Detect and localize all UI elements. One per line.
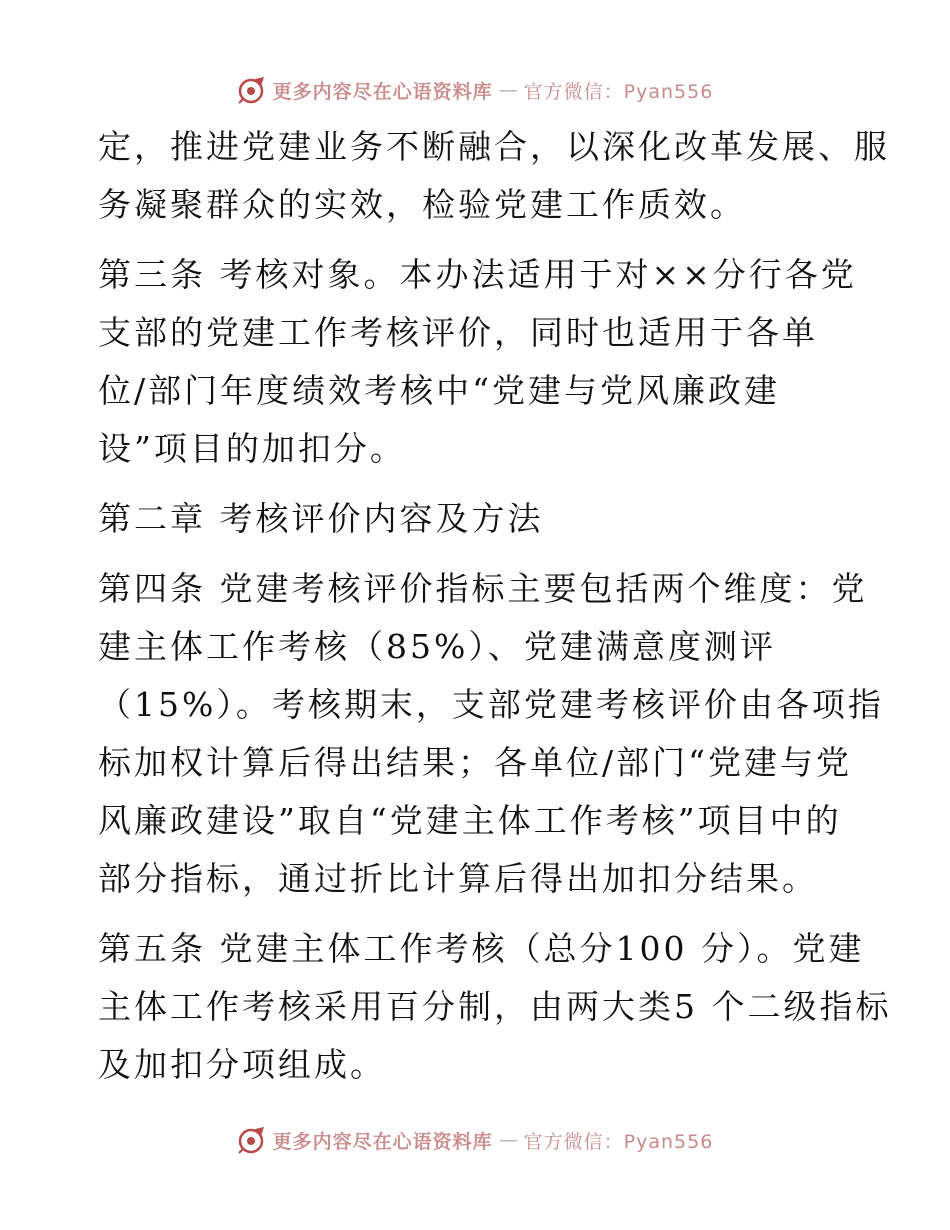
watermark-wechat: 官方微信：Pyan556	[523, 1130, 714, 1153]
text-line: 设”项目的加扣分。	[98, 429, 406, 468]
text-line: 部分指标，通过折比计算后得出加扣分结果。	[98, 859, 818, 898]
chapter-two-heading	[98, 490, 858, 548]
text-line: 第五条 党建主体工作考核（总分100 分）。党建	[98, 929, 865, 968]
text-line: 主体工作考核采用百分制，由两大类5 个二级指标	[98, 987, 892, 1026]
text-line: 务凝聚群众的实效，检验党建工作质效。	[98, 185, 746, 224]
watermark-dash: —	[498, 1129, 518, 1151]
article-five	[98, 920, 892, 1094]
watermark-dash: —	[498, 79, 518, 101]
watermark-header	[0, 72, 950, 108]
text-line: 定，推进党建业务不断融合，以深化改革发展、服	[98, 127, 890, 166]
text-line: 第四条 党建考核评价指标主要包括两个维度：党	[98, 569, 868, 608]
text-line: 位/部门年度绩效考核中“党建与党风廉政建	[98, 371, 780, 410]
text-line: （15%）。考核期末，支部党建考核评价由各项指	[98, 685, 884, 724]
text-line: 标加权计算后得出结果；各单位/部门“党建与党	[98, 743, 852, 782]
watermark-title: 更多内容尽在心语资料库	[272, 80, 493, 103]
text-line: 支部的党建工作考核评价，同时也适用于各单	[98, 313, 818, 352]
article-four	[98, 560, 884, 908]
watermark-footer	[0, 1122, 950, 1158]
text-line: 建主体工作考核（85%）、党建满意度测评	[98, 627, 776, 666]
article-three	[98, 246, 858, 478]
watermark-title: 更多内容尽在心语资料库	[272, 1130, 493, 1153]
text-line: 及加扣分项组成。	[98, 1045, 386, 1084]
text-line: 风廉政建设”取自“党建主体工作考核”项目中的	[98, 801, 842, 840]
text-line: 第二章 考核评价内容及方法	[98, 499, 544, 538]
pen-logo-icon	[237, 75, 267, 105]
pen-logo-icon	[237, 1125, 267, 1155]
watermark-wechat: 官方微信：Pyan556	[523, 80, 714, 103]
document-body	[98, 118, 892, 1106]
paragraph-continuation	[98, 118, 890, 234]
text-line: 第三条 考核对象。本办法适用于对××分行各党	[98, 255, 857, 294]
